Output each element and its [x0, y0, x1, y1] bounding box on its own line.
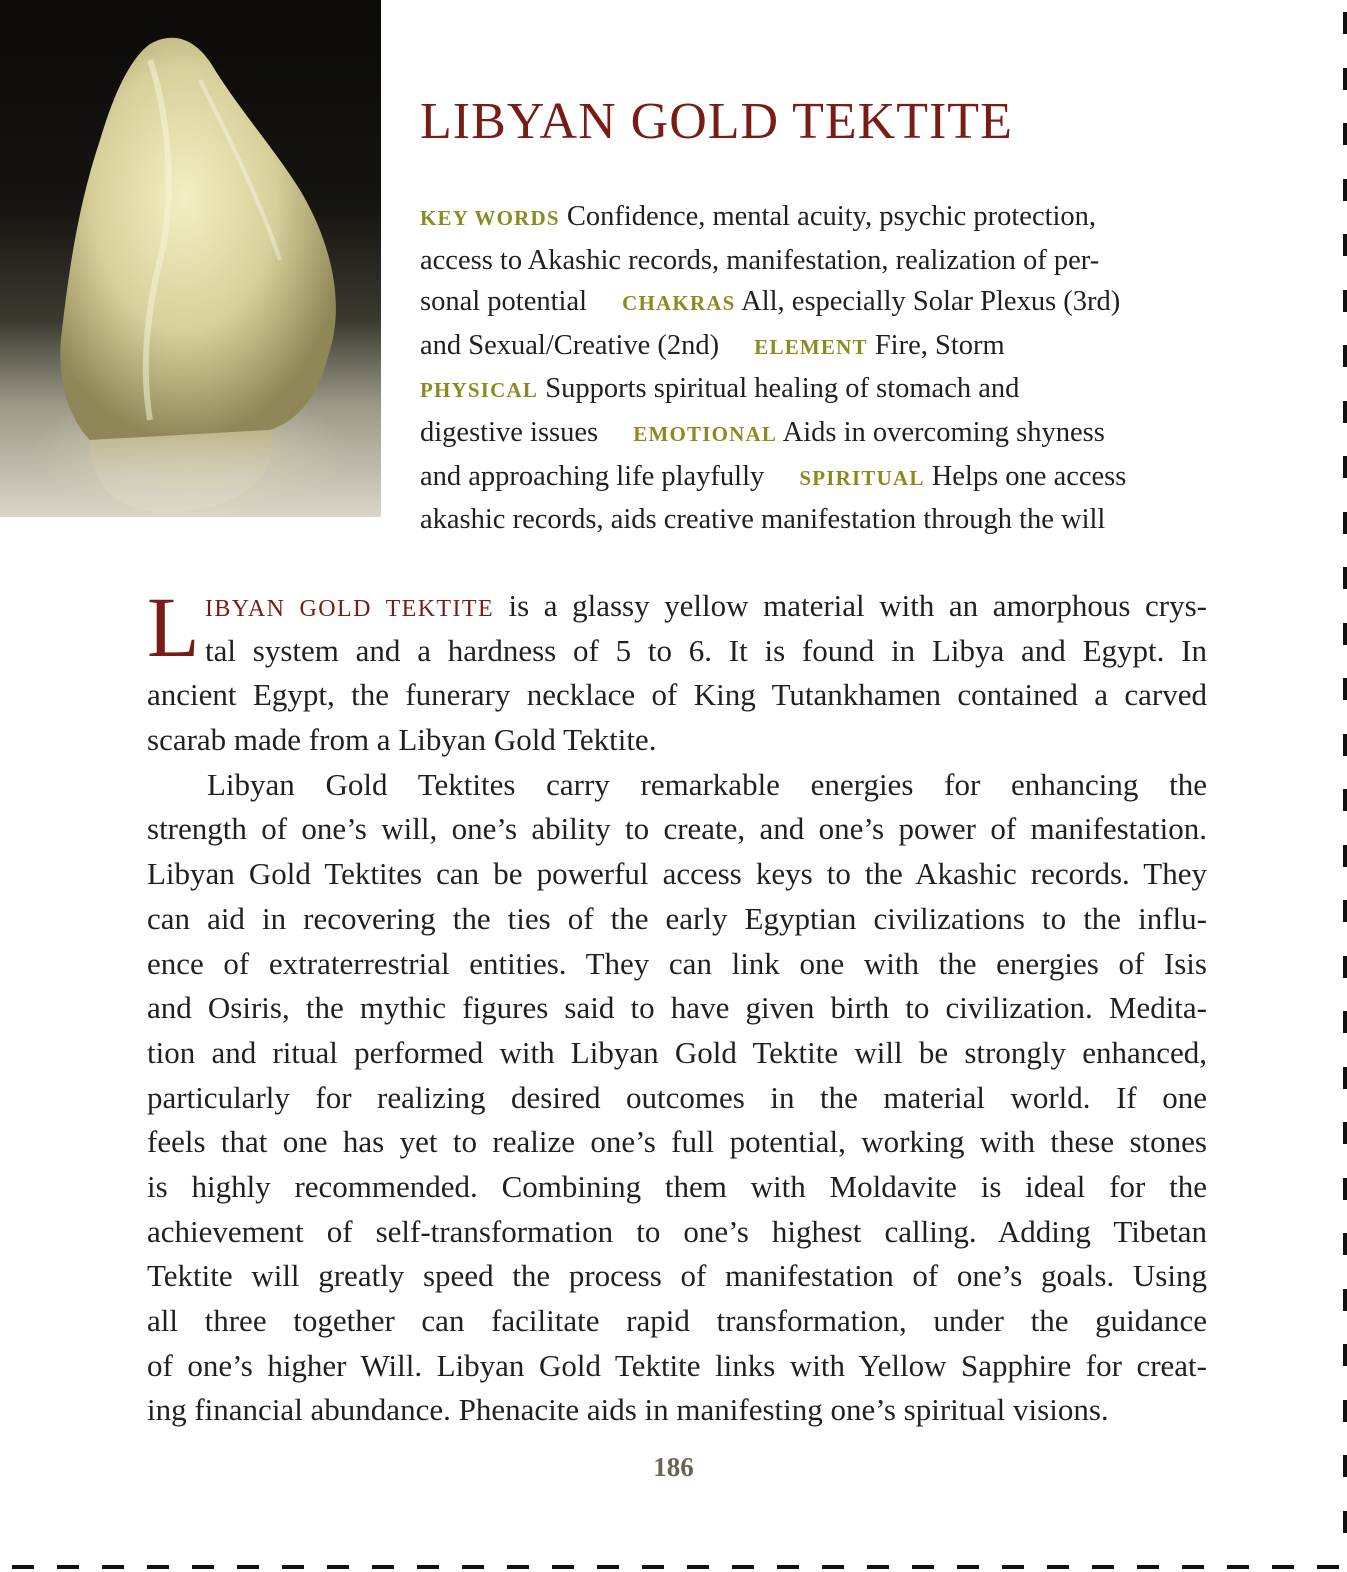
crop-tick: [1343, 1511, 1347, 1533]
body-line: tal system and a hardness of 5 to 6. It is found in Libya and Egypt. In: [205, 632, 1207, 668]
crop-tick: [1343, 1344, 1347, 1366]
crop-tick: [1343, 623, 1347, 645]
body-line: Libyan Gold Tektites can be powerful access keys to the Akashic records. They: [147, 856, 1207, 892]
key-words-label: KEY WORDS: [420, 206, 560, 230]
crop-tick: [327, 1565, 349, 1569]
crop-tick: [1343, 123, 1347, 145]
lead-in: IBYAN GOLD TEKTITE: [205, 596, 494, 622]
element-text: Fire, Storm: [874, 329, 1005, 361]
crop-tick: [1047, 1565, 1069, 1569]
crop-tick: [1343, 1455, 1347, 1477]
crop-tick: [1092, 1565, 1114, 1569]
crop-tick: [462, 1565, 484, 1569]
body-line: is highly recommended. Combining them with Moldavite is ideal for the: [147, 1168, 1207, 1204]
crop-tick: [642, 1565, 664, 1569]
body-line: [147, 584, 1207, 629]
crop-tick: [1343, 179, 1347, 201]
body-line: feels that one has yet to realize one’s full potential, working with these stones: [147, 1124, 1207, 1160]
body-line: particularly for realizing desired outcomes in the material world. If one: [147, 1079, 1207, 1115]
properties-line: [420, 499, 1220, 541]
crop-tick: [822, 1565, 844, 1569]
emotional-text: and approaching life playfully: [420, 460, 765, 492]
crop-tick: [57, 1565, 79, 1569]
body-line: and Osiris, the mythic figures said to have given birth to civilization. Medita-: [147, 990, 1207, 1026]
crop-marks-right: [1339, 0, 1347, 1572]
crop-tick: [1317, 1565, 1339, 1569]
chakras-text: All, especially Solar Plexus (3rd): [741, 286, 1121, 318]
crop-tick: [957, 1565, 979, 1569]
crop-tick: [12, 1565, 34, 1569]
tektite-stone-illustration: [0, 0, 381, 517]
crop-tick: [237, 1565, 259, 1569]
crop-tick: [1343, 900, 1347, 922]
body-line: Libyan Gold Tektites carry remarkable energies for enhancing the: [207, 766, 1207, 802]
crop-tick: [1343, 1400, 1347, 1422]
body-line: achievement of self-transformation to one’s highest calling. Adding Tibetan: [147, 1213, 1207, 1249]
crop-tick: [777, 1565, 799, 1569]
body-line: ing financial abundance. Phenacite aids in manifesting one’s spiritual visions.: [147, 1392, 1109, 1428]
crop-tick: [372, 1565, 394, 1569]
body-line: all three together can facilitate rapid transformation, under the guidance: [147, 1303, 1207, 1338]
element-label: ELEMENT: [754, 334, 868, 359]
chakras-text: and Sexual/Creative (2nd): [420, 329, 720, 361]
body-line: can aid in recovering the ties of the early Egyptian civilizations to the influ-: [147, 900, 1207, 936]
key-words-text: sonal potential: [420, 286, 588, 318]
crop-tick: [282, 1565, 304, 1569]
crop-tick: [1343, 789, 1347, 811]
body-line: Tektite will greatly speed the process of manifestation of one’s goals. Using: [147, 1258, 1207, 1294]
tektite-photo: [0, 0, 381, 517]
crop-tick: [1343, 1233, 1347, 1255]
crop-tick: [1343, 290, 1347, 312]
properties-line: [420, 412, 1220, 456]
entry-title: LIBYAN GOLD TEKTITE: [420, 93, 1013, 150]
crop-tick: [102, 1565, 124, 1569]
crop-tick: [1343, 12, 1347, 34]
crop-tick: [1343, 234, 1347, 256]
crop-tick: [417, 1565, 439, 1569]
crop-tick: [1343, 845, 1347, 867]
crop-tick: [1343, 567, 1347, 589]
properties-line: [420, 325, 1220, 369]
crop-tick: [1343, 68, 1347, 90]
crop-tick: [1137, 1565, 1159, 1569]
crop-tick: [1182, 1565, 1204, 1569]
body-text: [147, 579, 1207, 1433]
crop-tick: [1227, 1565, 1249, 1569]
crop-tick: [732, 1565, 754, 1569]
body-line: ancient Egypt, the funerary necklace of King Tutankhamen contained a carved: [147, 677, 1207, 713]
spiritual-text: Helps one access: [931, 460, 1127, 492]
crop-tick: [1343, 678, 1347, 700]
body-line: strength of one’s will, one’s ability to create, and one’s power of manifestation.: [147, 811, 1207, 847]
emotional-label: EMOTIONAL: [633, 421, 778, 446]
crop-tick: [507, 1565, 529, 1569]
crop-tick: [867, 1565, 889, 1569]
properties-block: [420, 196, 1220, 541]
crop-tick: [912, 1565, 934, 1569]
crop-tick: [1343, 734, 1347, 756]
physical-label: PHYSICAL: [420, 378, 539, 403]
crop-tick: [1343, 512, 1347, 534]
crop-tick: [1343, 345, 1347, 367]
key-words-text: Confidence, mental acuity, psychic protection,: [566, 201, 1097, 232]
body-line: ence of extraterrestrial entities. They can link one with the energies of Isis: [147, 945, 1207, 981]
crop-tick: [687, 1565, 709, 1569]
crop-tick: [1343, 1178, 1347, 1200]
crop-tick: [552, 1565, 574, 1569]
crop-tick: [1343, 456, 1347, 478]
body-line-text: is a glassy yellow material with an amorphous crys-: [494, 588, 1207, 623]
crop-marks-bottom: [0, 1564, 1347, 1572]
emotional-text: Aids in overcoming shyness: [782, 416, 1105, 448]
crop-tick: [1002, 1565, 1024, 1569]
body-line: of one’s higher Will. Libyan Gold Tektite links with Yellow Sapphire for creat-: [147, 1347, 1207, 1383]
crop-tick: [1343, 1289, 1347, 1311]
crop-tick: [1343, 1067, 1347, 1089]
drop-cap: L: [147, 579, 200, 675]
properties-line: [420, 368, 1220, 412]
body-line: tion and ritual performed with Libyan Gold Tektite will be strongly enhanced,: [147, 1034, 1207, 1070]
body-line: scarab made from a Libyan Gold Tektite.: [147, 722, 657, 758]
crop-tick: [192, 1565, 214, 1569]
properties-line: [420, 281, 1220, 325]
crop-tick: [1343, 401, 1347, 423]
crop-tick: [1343, 956, 1347, 978]
properties-line: [420, 456, 1220, 500]
spiritual-label: SPIRITUAL: [799, 465, 925, 490]
properties-line: [420, 240, 1220, 282]
crop-tick: [1343, 1122, 1347, 1144]
spiritual-text: akashic records, aids creative manifestation through the will: [420, 504, 1106, 536]
crop-tick: [147, 1565, 169, 1569]
crop-tick: [1272, 1565, 1294, 1569]
chakras-label: CHAKRAS: [622, 291, 736, 316]
crop-tick: [597, 1565, 619, 1569]
page-number: 186: [653, 1452, 694, 1482]
key-words-text: access to Akashic records, manifestation, realization of per-: [420, 244, 1100, 276]
physical-text: Supports spiritual healing of stomach and: [545, 373, 1020, 405]
properties-line: [420, 196, 1220, 240]
crop-tick: [1343, 1011, 1347, 1033]
physical-text: digestive issues: [420, 416, 599, 448]
